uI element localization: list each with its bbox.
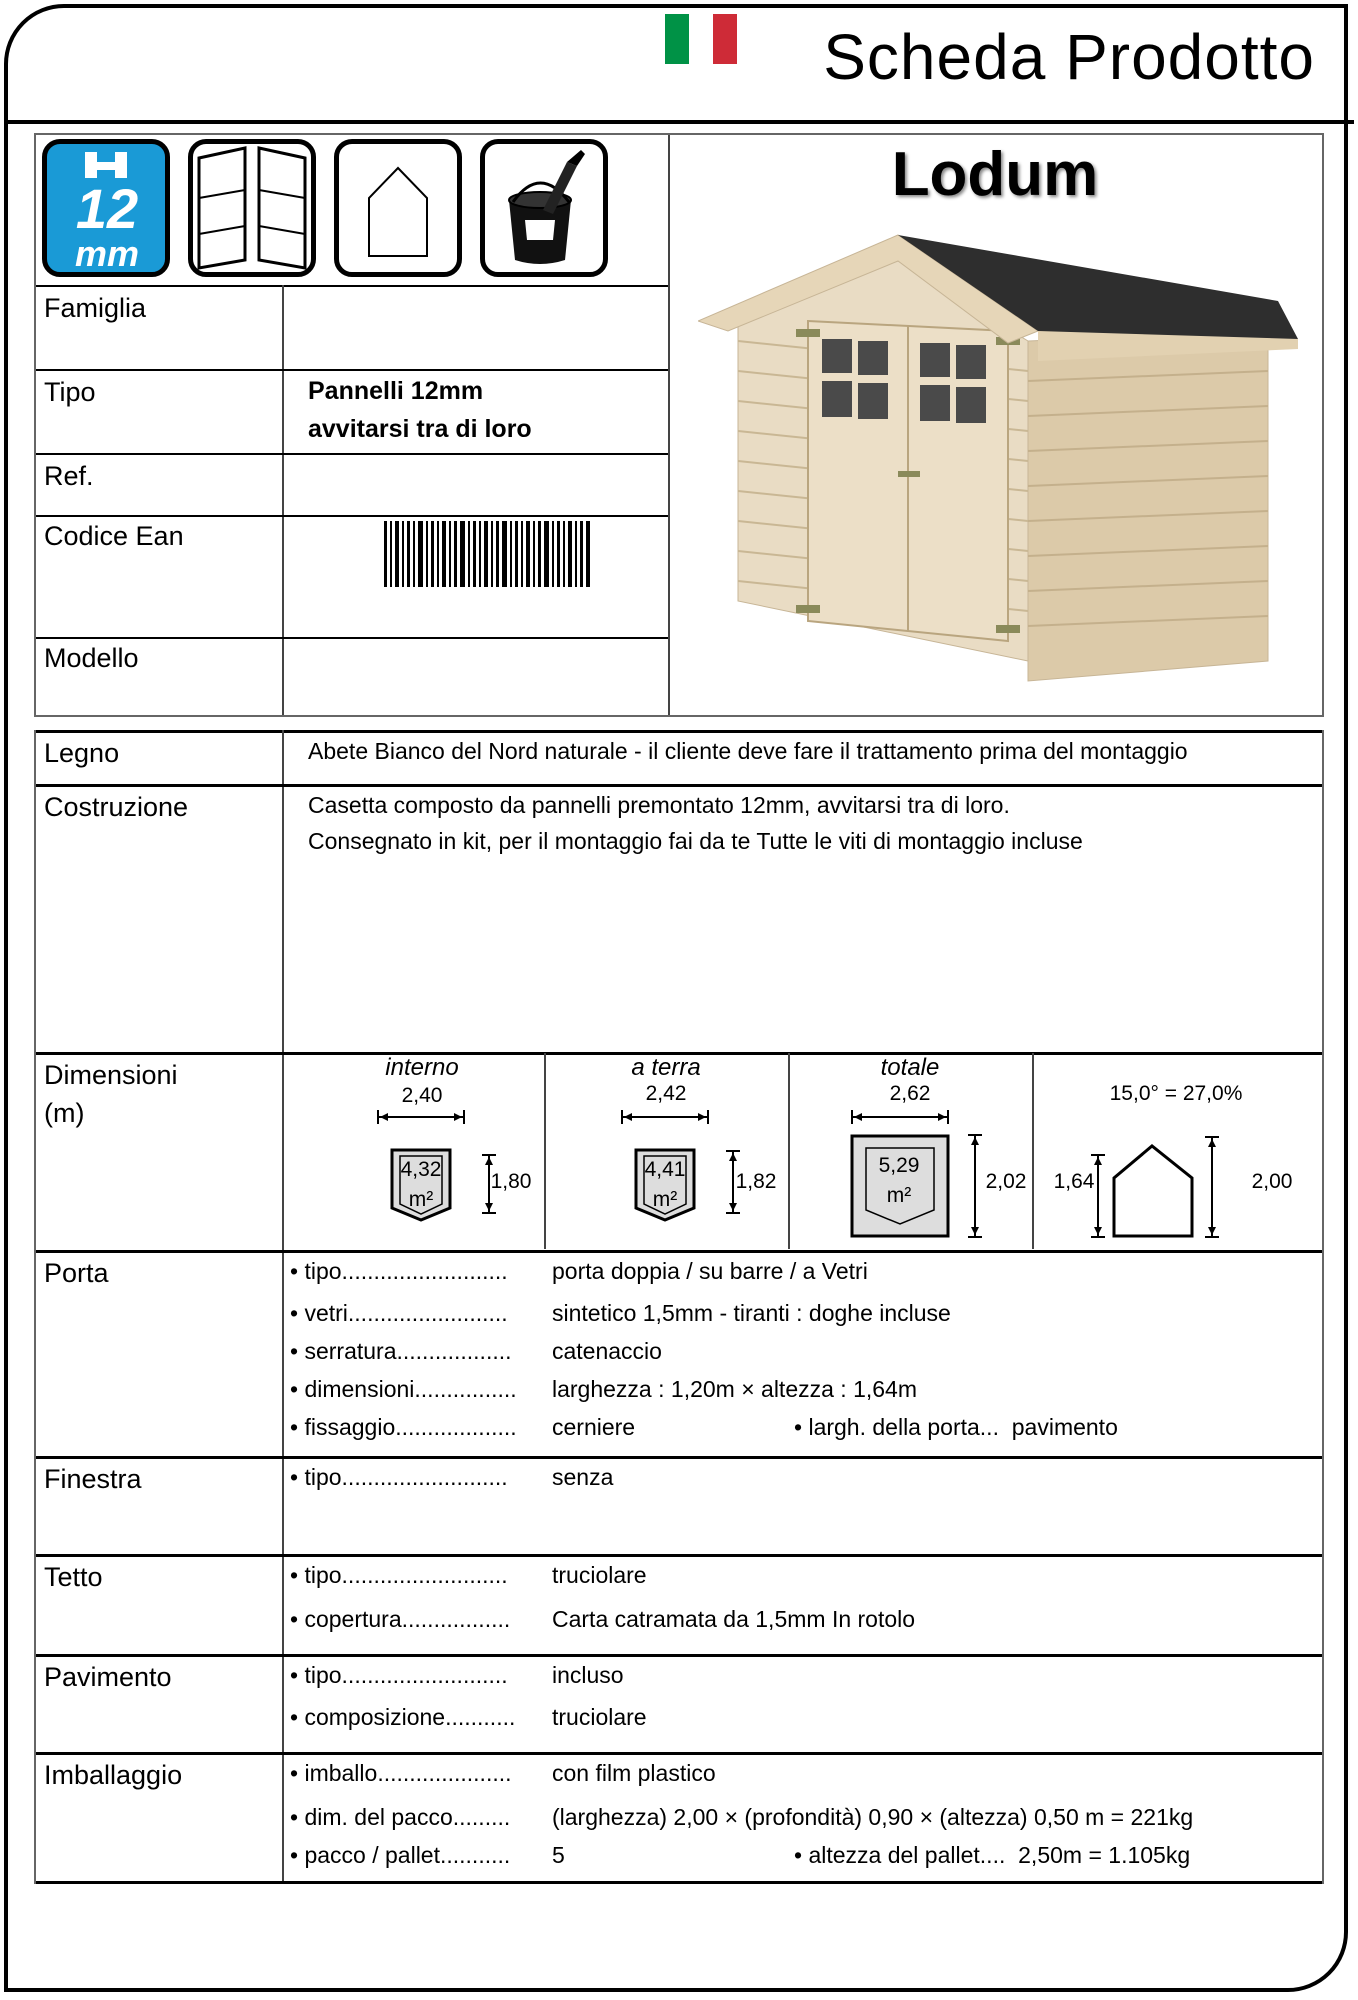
product-name: Lodum [891, 140, 1099, 209]
pavimento-key: composizione........... [304, 1704, 516, 1730]
imballaggio-item: • dim. del pacco......... [290, 1804, 511, 1830]
dim-column-divider [1032, 1053, 1034, 1249]
porta-extra-key: largh. della porta... [808, 1414, 999, 1440]
tetto-key: tipo.......................... [304, 1562, 508, 1588]
porta-item: • tipo.......................... [290, 1258, 508, 1284]
interno-area: 4,32 [400, 1158, 442, 1181]
product-info-table [34, 133, 1324, 717]
famiglia-label: Famiglia [44, 293, 147, 323]
tetto-key: copertura................. [304, 1606, 511, 1632]
roof-ridge-height: 2,00 [1251, 1170, 1293, 1193]
finestra-label: Finestra [44, 1464, 142, 1494]
icon-mm-text: mm [74, 233, 140, 272]
paint-bucket-brush-icon [480, 139, 608, 277]
spec-label-divider [282, 730, 284, 1884]
row-line [36, 1881, 1322, 1884]
width-arrow-icon [850, 1110, 950, 1124]
costruzione-label: Costruzione [44, 792, 189, 822]
totale-area-unit: m² [886, 1184, 912, 1207]
dim-column-divider [788, 1053, 790, 1249]
modello-label: Modello [44, 643, 139, 673]
porta-value: porta doppia / su barre / a Vetri [552, 1258, 868, 1284]
spec-table [34, 730, 1324, 1884]
dim-column-divider [544, 1053, 546, 1249]
porta-key: serratura.................. [304, 1338, 512, 1364]
porta-key: dimensioni................ [304, 1376, 517, 1402]
ean-label: Codice Ean [44, 521, 184, 551]
porta-key: vetri......................... [304, 1300, 508, 1326]
finestra-item: • tipo.......................... [290, 1464, 508, 1490]
porta-item: • vetri......................... [290, 1300, 508, 1326]
width-arrow-icon [620, 1110, 710, 1124]
aterra-heading: a terra [631, 1054, 701, 1081]
interno-area-unit: m² [408, 1188, 434, 1211]
pavimento-value: truciolare [552, 1704, 647, 1730]
row-line [36, 730, 1322, 733]
row-line [36, 637, 668, 639]
page-title: Scheda Prodotto [823, 21, 1315, 93]
pavimento-item: • composizione........... [290, 1704, 516, 1730]
porta-value: cerniere [552, 1414, 636, 1440]
porta-key: fissaggio................... [304, 1414, 517, 1440]
row-line [36, 784, 1322, 787]
interno-heading: interno [385, 1054, 459, 1081]
panel-12mm-icon [42, 139, 170, 277]
row-line [36, 1250, 1322, 1253]
row-line [36, 1554, 1322, 1557]
totale-area: 5,29 [878, 1154, 920, 1177]
porta-value: sintetico 1,5mm - tiranti : doghe incluse [552, 1300, 951, 1326]
imballaggio-item: • imballo..................... [290, 1760, 512, 1786]
porta-extra-value: pavimento [1011, 1414, 1118, 1440]
imballaggio-extra-value: 2,50m = 1.105kg [1018, 1842, 1191, 1868]
pavimento-label: Pavimento [44, 1662, 172, 1692]
totale-heading: totale [880, 1054, 940, 1081]
porta-item: • fissaggio................... [290, 1414, 517, 1440]
legno-text: Abete Bianco del Nord naturale - il cliente deve fare il trattamento prima del montaggio [308, 738, 1188, 764]
barcode [384, 521, 594, 587]
pavimento-item: • tipo.......................... [290, 1662, 508, 1688]
row-line [36, 1456, 1322, 1459]
dimensioni-label: Dimensioni [44, 1060, 178, 1090]
totale-height: 2,02 [985, 1170, 1027, 1193]
dimensioni-unit-label: (m) [44, 1098, 85, 1128]
costruzione-line-2: Consegnato in kit, per il montaggio fai da te Tutte le viti di montaggio incluse [308, 828, 1083, 854]
totale-width: 2,62 [889, 1082, 931, 1105]
wall-panels-icon [188, 139, 316, 277]
ref-label: Ref. [44, 461, 94, 491]
row-line [36, 1654, 1322, 1657]
imballaggio-extra: • altezza del pallet.... 2,50m = 1.105kg [794, 1842, 1191, 1868]
aterra-height: 1,82 [735, 1170, 777, 1193]
row-line [36, 515, 668, 517]
imballaggio-label: Imballaggio [44, 1760, 183, 1790]
porta-value: catenaccio [552, 1338, 662, 1364]
tetto-label: Tetto [44, 1562, 103, 1592]
porta-item: • serratura.................. [290, 1338, 512, 1364]
costruzione-line-1: Casetta composto da pannelli premontato 12mm, avvitarsi tra di loro. [308, 792, 1010, 818]
pavimento-key: tipo.......................... [304, 1662, 508, 1688]
porta-extra: • largh. della porta... pavimento [794, 1414, 1118, 1440]
row-line [36, 285, 668, 287]
roof-slope: 15,0° = 27,0% [1109, 1082, 1243, 1105]
roof-side-height: 1,64 [1053, 1170, 1095, 1193]
row-line [36, 1752, 1322, 1755]
tetto-value: truciolare [552, 1562, 647, 1588]
top-value-divider [282, 285, 284, 715]
interno-width: 2,40 [401, 1084, 443, 1107]
finestra-key: tipo.......................... [304, 1464, 508, 1490]
aterra-area: 4,41 [644, 1158, 686, 1181]
porta-value: larghezza : 1,20m × altezza : 1,64m [552, 1376, 918, 1402]
imballaggio-value: (larghezza) 2,00 × (profondità) 0,90 × (altezza) 0,50 m = 221kg [552, 1804, 1194, 1830]
house-profile-icon [1088, 1134, 1238, 1240]
finestra-value: senza [552, 1464, 614, 1490]
imballaggio-key: dim. del pacco......... [304, 1804, 511, 1830]
porta-item: • dimensioni................ [290, 1376, 517, 1402]
tetto-item: • tipo.......................... [290, 1562, 508, 1588]
tipo-value-2: avvitarsi tra di loro [308, 415, 532, 443]
tipo-value-1: Pannelli 12mm [308, 377, 484, 405]
imballaggio-value: 5 [552, 1842, 565, 1868]
house-outline-icon [334, 139, 462, 277]
imballaggio-key: pacco / pallet........... [304, 1842, 511, 1868]
imballaggio-extra-key: altezza del pallet.... [808, 1842, 1006, 1868]
italian-flag-icon [665, 14, 737, 64]
aterra-width: 2,42 [645, 1082, 687, 1105]
row-line [36, 453, 668, 455]
imballaggio-value: con film plastico [552, 1760, 716, 1786]
aterra-area-unit: m² [652, 1188, 678, 1211]
imballaggio-item: • pacco / pallet........... [290, 1842, 511, 1868]
legno-label: Legno [44, 738, 120, 768]
shed-image [698, 221, 1310, 711]
icon-12-text: 12 [75, 177, 139, 240]
width-arrow-icon [376, 1110, 466, 1124]
tipo-label: Tipo [44, 377, 96, 407]
header-divider [4, 120, 1354, 124]
porta-key: tipo.......................... [304, 1258, 508, 1284]
top-column-divider [668, 135, 670, 715]
tetto-value: Carta catramata da 1,5mm In rotolo [552, 1606, 916, 1632]
porta-label: Porta [44, 1258, 109, 1288]
pavimento-value: incluso [552, 1662, 624, 1688]
interno-height: 1,80 [490, 1170, 532, 1193]
row-line [36, 369, 668, 371]
tetto-item: • copertura................. [290, 1606, 511, 1632]
imballaggio-key: imballo..................... [304, 1760, 512, 1786]
